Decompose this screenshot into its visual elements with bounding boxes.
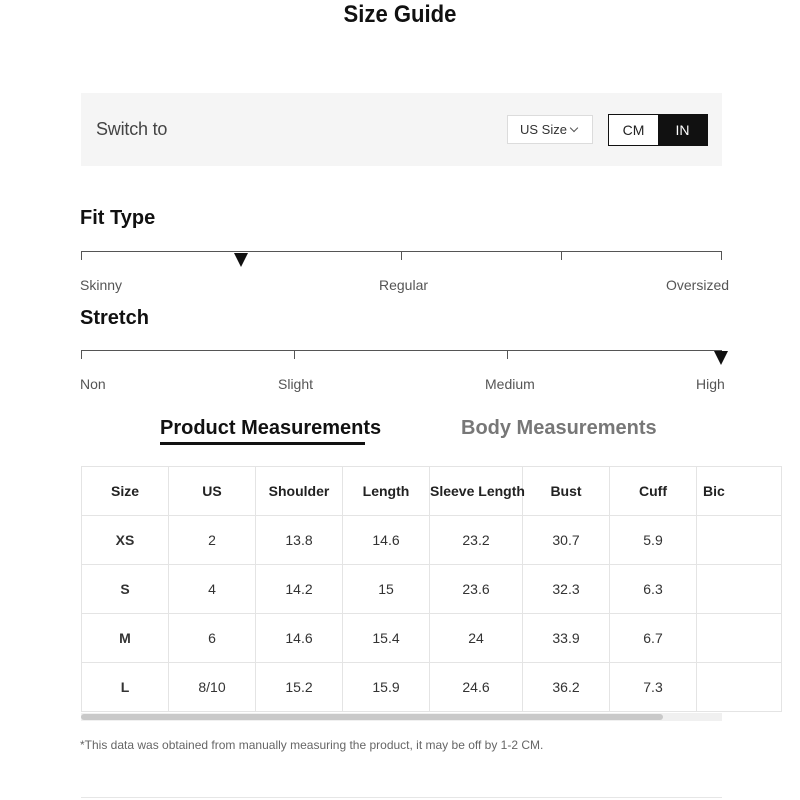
table-cell: 24 — [430, 614, 523, 663]
unit-toggle — [608, 114, 708, 146]
table-cell: 32.3 — [523, 565, 610, 614]
unit-cm-button[interactable]: CM — [609, 115, 658, 145]
fit-type-marker-icon — [234, 253, 248, 267]
table-cell: 14.6 — [343, 516, 430, 565]
table-cell: S — [82, 565, 169, 614]
table-cell: 6.7 — [610, 614, 697, 663]
fit-type-label: Fit Type — [80, 207, 156, 229]
measurements-table — [81, 466, 782, 712]
table-cell: 7.3 — [610, 663, 697, 712]
table-cell: M — [82, 614, 169, 663]
page-title: Size Guide — [343, 1, 457, 28]
table-cell: 33.9 — [523, 614, 610, 663]
table-cell: 23.2 — [430, 516, 523, 565]
size-system-value: US Size — [520, 122, 567, 137]
table-cell — [697, 663, 782, 712]
stretch-marker-icon — [714, 351, 728, 365]
measurements-table-container[interactable] — [81, 466, 725, 712]
table-header-cell: Length — [343, 467, 430, 516]
table-header-cell: Bust — [523, 467, 610, 516]
switch-label: Switch to — [96, 119, 168, 139]
table-cell: 15.9 — [343, 663, 430, 712]
fit-type-tick — [561, 251, 562, 260]
fit-type-tick — [81, 251, 82, 260]
table-row — [82, 663, 782, 712]
table-cell: 5.9 — [610, 516, 697, 565]
table-cell — [697, 516, 782, 565]
stretch-option-high: High — [696, 376, 725, 392]
table-cell: 6 — [169, 614, 256, 663]
unit-switch-bar — [81, 93, 722, 166]
active-tab-underline — [160, 442, 365, 445]
unit-in-button[interactable]: IN — [658, 115, 707, 145]
fit-type-tick — [401, 251, 402, 260]
table-cell — [697, 614, 782, 663]
table-cell: 15.2 — [256, 663, 343, 712]
table-cell: 15 — [343, 565, 430, 614]
measurement-footnote: *This data was obtained from manually measuring the product, it may be off by 1-2 CM. — [80, 738, 544, 752]
table-scrollbar[interactable] — [81, 713, 722, 721]
table-row — [82, 614, 782, 663]
table-cell: 13.8 — [256, 516, 343, 565]
stretch-tick — [81, 350, 82, 359]
tab-body-measurements[interactable]: Body Measurements — [461, 417, 657, 439]
table-header-cell: Shoulder — [256, 467, 343, 516]
fit-type-tick — [721, 251, 722, 260]
table-cell: XS — [82, 516, 169, 565]
stretch-option-non: Non — [80, 376, 106, 392]
size-system-select[interactable] — [507, 115, 593, 144]
table-header-cell: US — [169, 467, 256, 516]
table-cell: 23.6 — [430, 565, 523, 614]
table-cell: 2 — [169, 516, 256, 565]
chevron-down-icon — [570, 124, 578, 132]
stretch-option-medium: Medium — [485, 376, 535, 392]
bottom-divider — [81, 797, 722, 798]
table-header-row — [82, 467, 782, 516]
table-row — [82, 516, 782, 565]
stretch-label: Stretch — [80, 307, 149, 329]
table-scrollbar-thumb[interactable] — [81, 714, 663, 720]
table-cell — [697, 565, 782, 614]
table-header-cell: Cuff — [610, 467, 697, 516]
table-cell: L — [82, 663, 169, 712]
fit-option-oversized: Oversized — [666, 277, 730, 293]
fit-option-regular: Regular — [379, 277, 429, 293]
table-cell: 8/10 — [169, 663, 256, 712]
table-header-cell: Size — [82, 467, 169, 516]
table-cell: 4 — [169, 565, 256, 614]
table-row — [82, 565, 782, 614]
table-header-cell: Sleeve Length — [430, 467, 523, 516]
table-cell: 24.6 — [430, 663, 523, 712]
stretch-option-slight: Slight — [278, 376, 314, 392]
table-header-cell: Bic — [697, 467, 782, 516]
table-cell: 30.7 — [523, 516, 610, 565]
table-cell: 14.2 — [256, 565, 343, 614]
stretch-tick — [507, 350, 508, 359]
table-cell: 36.2 — [523, 663, 610, 712]
stretch-tick — [294, 350, 295, 359]
fit-option-skinny: Skinny — [80, 277, 123, 293]
table-cell: 15.4 — [343, 614, 430, 663]
tab-product-measurements[interactable]: Product Measurements — [160, 417, 382, 439]
table-cell: 6.3 — [610, 565, 697, 614]
stretch-scale — [81, 350, 722, 351]
table-cell: 14.6 — [256, 614, 343, 663]
